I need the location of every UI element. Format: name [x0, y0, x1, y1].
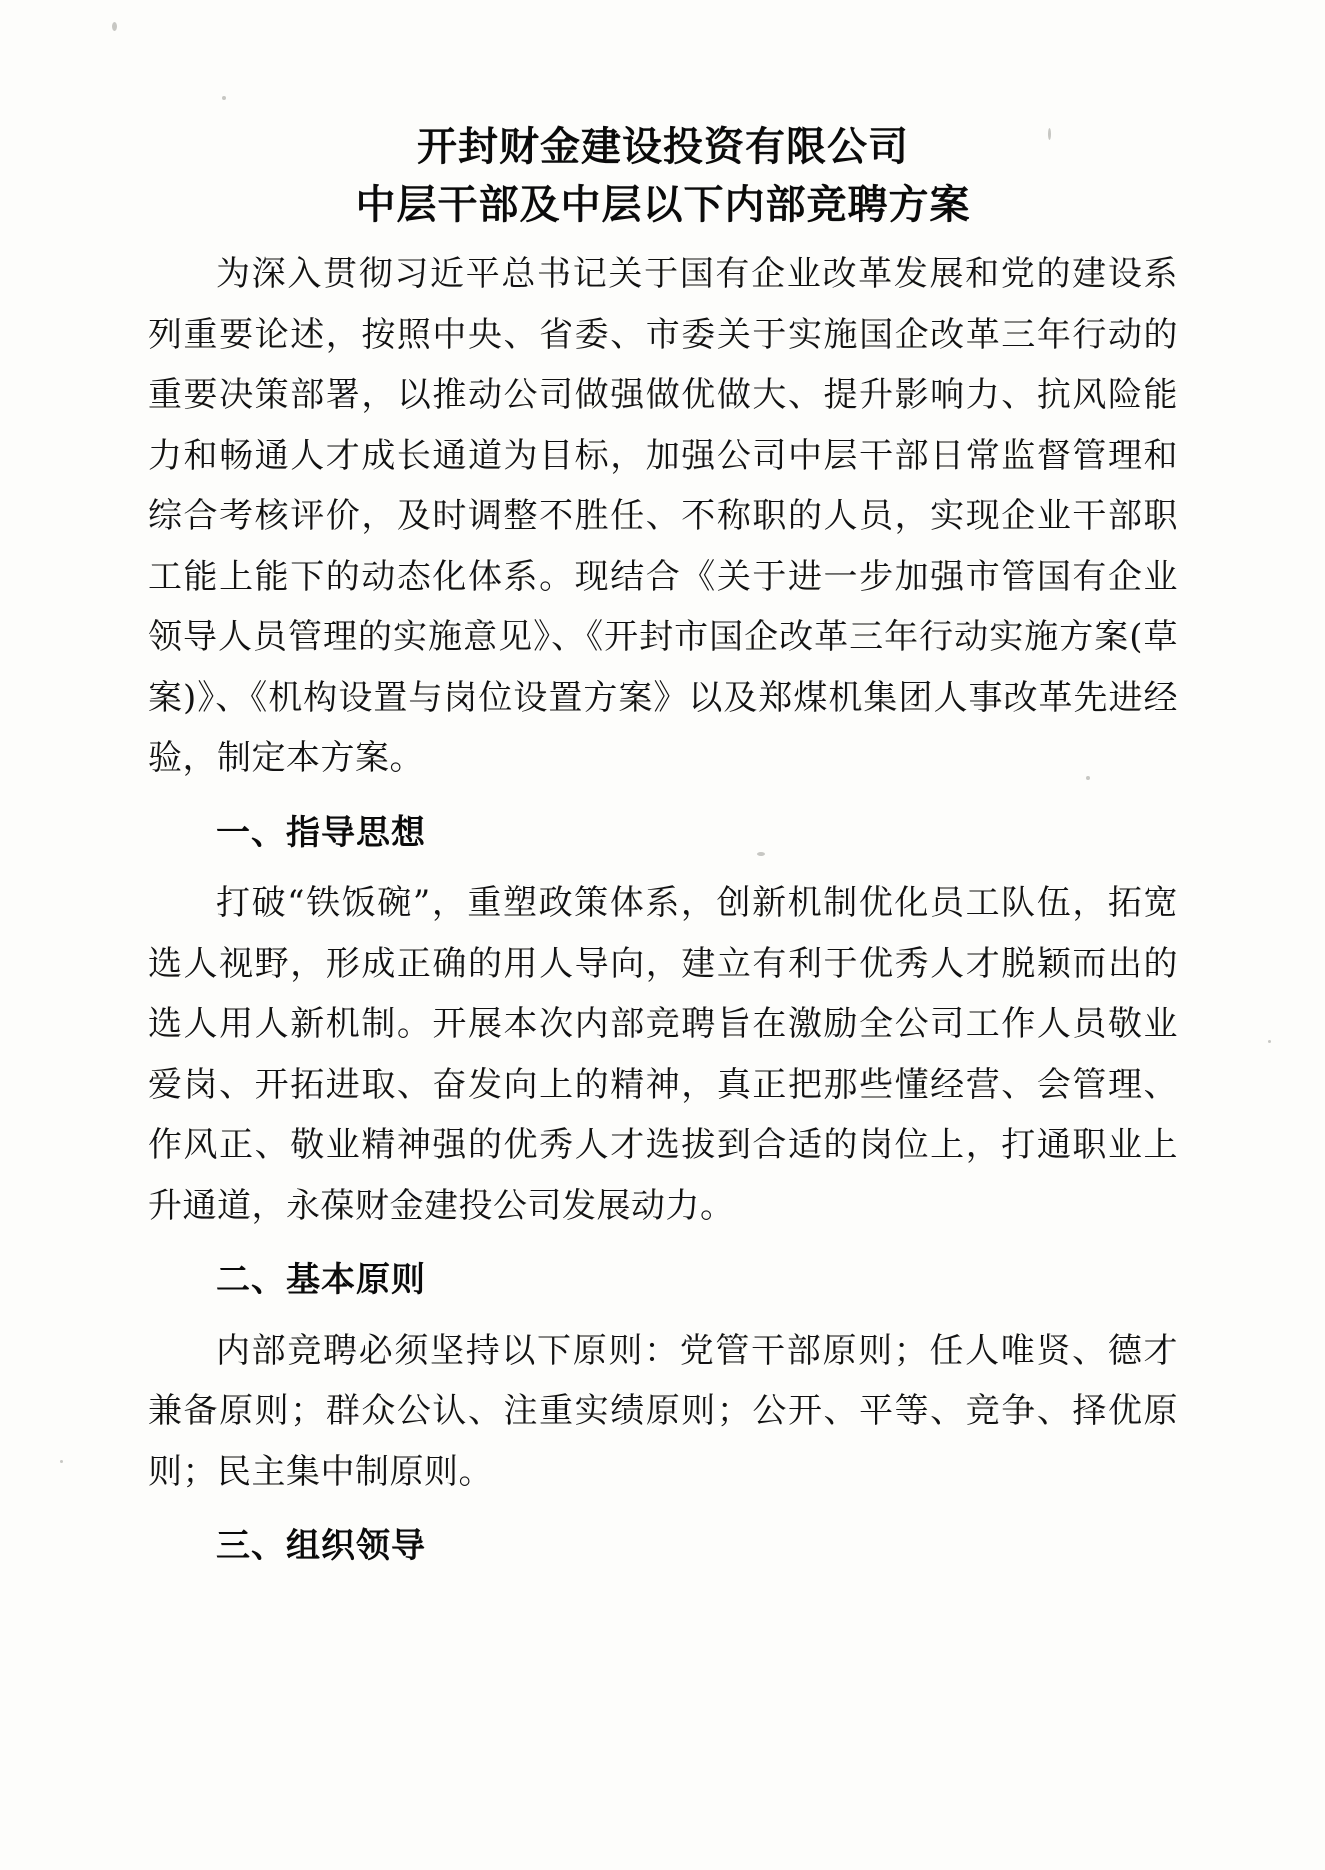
page-bottom-spacer	[148, 1577, 1178, 1617]
section-body-2: 内部竞聘必须坚持以下原则：党管干部原则；任人唯贤、德才兼备原则；群众公认、注重实绩原则；公开、平等、竞争、择优原则；民主集中制原则。	[148, 1330, 1178, 1492]
scan-speckle	[222, 96, 226, 100]
section-heading-2: 二、基本原则	[216, 1260, 426, 1301]
section-heading-3: 三、组织领导	[216, 1526, 426, 1567]
document-content	[148, 118, 1178, 1617]
page-title	[148, 118, 1178, 234]
section-body-1: 打破“铁饭碗”，重塑政策体系，创新机制优化员工队伍，拓宽选人视野，形成正确的用人导向，建立有利于优秀人才脱颖而出的选人用人新机制。开展本次内部竞聘旨在激励全公司工作人员敬业爱岗、开拓进取、奋发向上的精神，真正把那些懂经营、会管理、作风正、敬业精神强的优秀人才选拔到合适的岗位上，打通职业上升通道，永葆财金建投公司发展动力。	[148, 883, 1178, 1226]
scan-speckle	[60, 1460, 63, 1463]
title-line-1: 开封财金建设投资有限公司	[417, 124, 909, 170]
scan-speckle	[1268, 1040, 1271, 1043]
preamble-paragraph: 为深入贯彻习近平总书记关于国有企业改革发展和党的建设系列重要论述，按照中央、省委、市委关于实施国企改革三年行动的重要决策部署，以推动公司做强做优做大、提升影响力、抗风险能力和畅通人才成长通道为目标，加强公司中层干部日常监督管理和综合考核评价，及时调整不胜任、不称职的人员，实现企业干部职工能上能下的动态化体系。现结合《关于进一步加强市管国有企业领导人员管理的实施意见》、《开封市国企改革三年行动实施方案(草案)》、《机构设置与岗位设置方案》以及郑煤机集团人事改革先进经验，制定本方案。	[148, 254, 1178, 779]
title-line-2: 中层干部及中层以下内部竞聘方案	[355, 182, 971, 228]
section-heading-1: 一、指导思想	[216, 812, 426, 853]
scan-speckle	[112, 22, 117, 31]
